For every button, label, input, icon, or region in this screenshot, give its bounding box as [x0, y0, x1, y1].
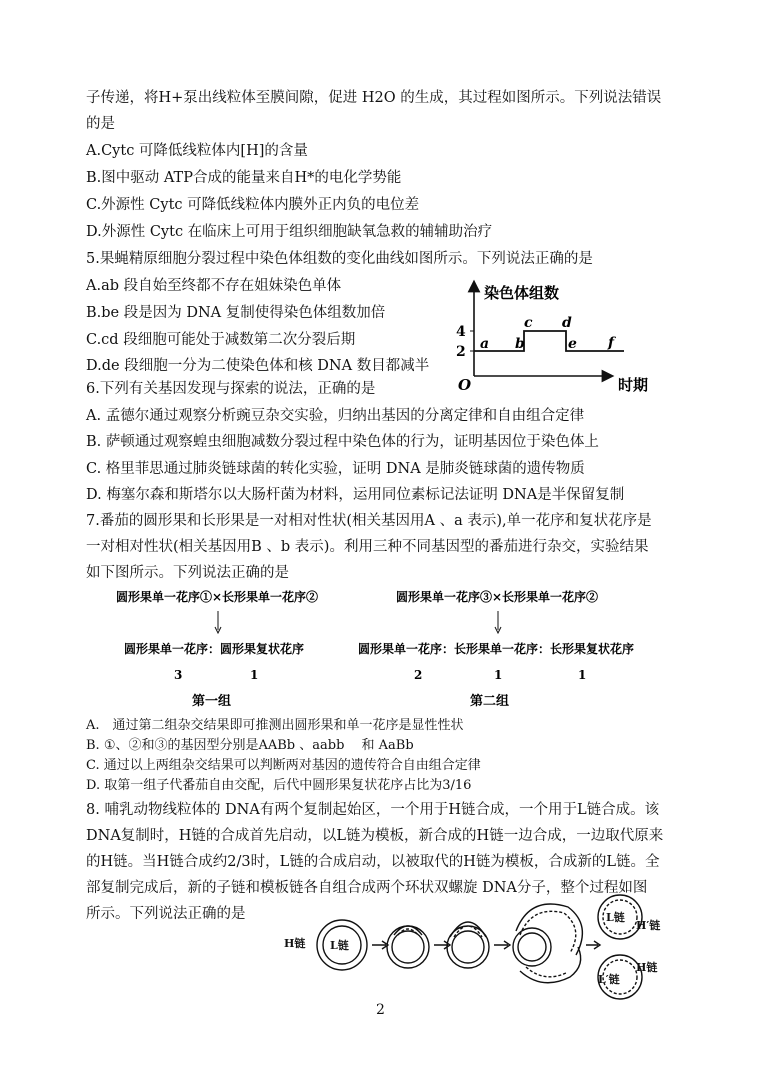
point-label-e: e: [568, 336, 577, 352]
option-a: A. 孟德尔通过观察分析豌豆杂交实验，归纳出基因的分离定律和自由组合定律: [86, 408, 585, 424]
data-line: [474, 331, 624, 351]
text-line: 一对相对性状(相关基因用B 、b 表示)。利用三种不同基因型的番茄进行杂交，实验结果: [86, 539, 649, 555]
point-label-a: a: [480, 336, 490, 352]
cross-diagram: [100, 585, 680, 710]
x-axis-label: 时期: [618, 376, 649, 394]
group2-parents: 圆形果单一花序③×长形果单一花序②: [396, 590, 599, 604]
point-label-d: d: [562, 315, 572, 331]
option-d: D.de 段细胞一分为二使染色体和核 DNA 数目都减半: [86, 358, 430, 374]
group1-ratio: 3: [174, 668, 183, 682]
point-label-f: f: [608, 335, 615, 351]
option-a: A. 通过第二组杂交结果即可推测出圆形果和单一花序是显性性状: [86, 718, 464, 733]
origin-label: O: [458, 376, 472, 394]
question-8: 8. 哺乳动物线粒体的 DNA有两个复制起始区，一个用于H链合成，一个用于L链合成。该: [86, 802, 660, 818]
option-b: B. 萨顿通过观察蝗虫细胞减数分裂过程中染色体的行为，证明基因位于染色体上: [86, 434, 599, 450]
group1-parents: 圆形果单一花序①×长形果单一花序②: [116, 590, 319, 604]
text-line: 所示。下列说法正确的是: [86, 906, 246, 922]
y-tick-label: 2: [456, 344, 466, 360]
group2-ratio: 1: [494, 668, 503, 682]
y-axis-label: 染色体组数: [484, 284, 560, 302]
option-c: C.cd 段细胞可能处于减数第二次分裂后期: [86, 332, 356, 348]
page-number: 2: [376, 1002, 385, 1018]
text-line: 部复制完成后，新的子链和模板链各自组合成两个环状双螺旋 DNA分子，整个过程如图: [86, 880, 648, 896]
replication-diagram: [280, 885, 670, 1003]
option-c: C. 格里菲思通过肺炎链球菌的转化实验，证明 DNA 是肺炎链球菌的遗传物质: [86, 461, 585, 477]
point-label-c: c: [524, 315, 533, 331]
l-chain-label-top: L链: [606, 911, 625, 924]
y-tick-label: 4: [456, 324, 466, 340]
option-d: D. 梅塞尔森和斯塔尔以大肠杆菌为材料，运用同位素标记法证明 DNA是半保留复制: [86, 487, 625, 503]
h-prime-label: H′链: [636, 919, 661, 932]
h-chain-label: H链: [284, 937, 306, 950]
option-b: B.be 段是因为 DNA 复制使得染色体组数加倍: [86, 305, 386, 321]
chromosome-set-chart: [448, 278, 670, 396]
group2-label: 第二组: [470, 694, 510, 709]
text-line: DNA复制时，H链的合成首先启动，以L链为模板，新合成的H链一边合成，一边取代原来: [86, 828, 664, 844]
option-d: D. 取第一组子代番茄自由交配，后代中圆形果复状花序占比为3/16: [86, 778, 472, 793]
group1-label: 第一组: [192, 694, 232, 709]
text-line: 子传递，将H+泵出线粒体至膜间隙，促进 H2O 的生成，其过程如图所示。下列说法错误: [86, 90, 662, 106]
group2-ratio: 1: [578, 668, 587, 682]
question-6: 6.下列有关基因发现与探索的说法，正确的是: [86, 381, 376, 397]
option-d: D.外源性 Cytc 在临床上可用于组织细胞缺氧急救的辅辅助治疗: [86, 224, 493, 240]
group2-ratio: 2: [414, 668, 423, 682]
text-line: 的是: [86, 116, 115, 132]
option-b: B. ①、②和③的基因型分别是AABb 、aabb 和 AaBb: [86, 738, 414, 753]
h-chain-label-right: H链: [636, 961, 658, 974]
option-a: A.Cytc 可降低线粒体内[H]的含量: [86, 143, 308, 159]
option-c: C.外源性 Cytc 可降低线粒体内膜外正内负的电位差: [86, 197, 420, 213]
option-a: A.ab 段自始至终都不存在姐妹染色单体: [86, 278, 342, 294]
option-c: C. 通过以上两组杂交结果可以判断两对基因的遗传符合自由组合定律: [86, 758, 481, 773]
text-line: 的H链。当H链合成约2/3时，L链的合成启动，以被取代的H链为模板，合成新的L链。全: [86, 854, 660, 870]
question-5: 5.果蝇精原细胞分裂过程中染色体组数的变化曲线如图所示。下列说法正确的是: [86, 251, 593, 267]
question-7: 7.番茄的圆形果和长形果是一对相对性状(相关基因用A 、a 表示),单一花序和复状花序是: [86, 513, 652, 529]
group1-ratio: 1: [250, 668, 259, 682]
l-prime-label: L′链: [598, 973, 620, 986]
point-label-b: b: [515, 336, 525, 352]
text-line: 如下图所示。下列说法正确的是: [86, 565, 289, 581]
l-chain-label: L链: [330, 939, 349, 952]
group2-offspring: 圆形果单一花序：长形果单一花序：长形果复状花序: [358, 642, 635, 656]
group1-offspring: 圆形果单一花序：圆形果复状花序: [124, 642, 305, 656]
option-b: B.图中驱动 ATP合成的能量来自H*的电化学势能: [86, 170, 402, 186]
